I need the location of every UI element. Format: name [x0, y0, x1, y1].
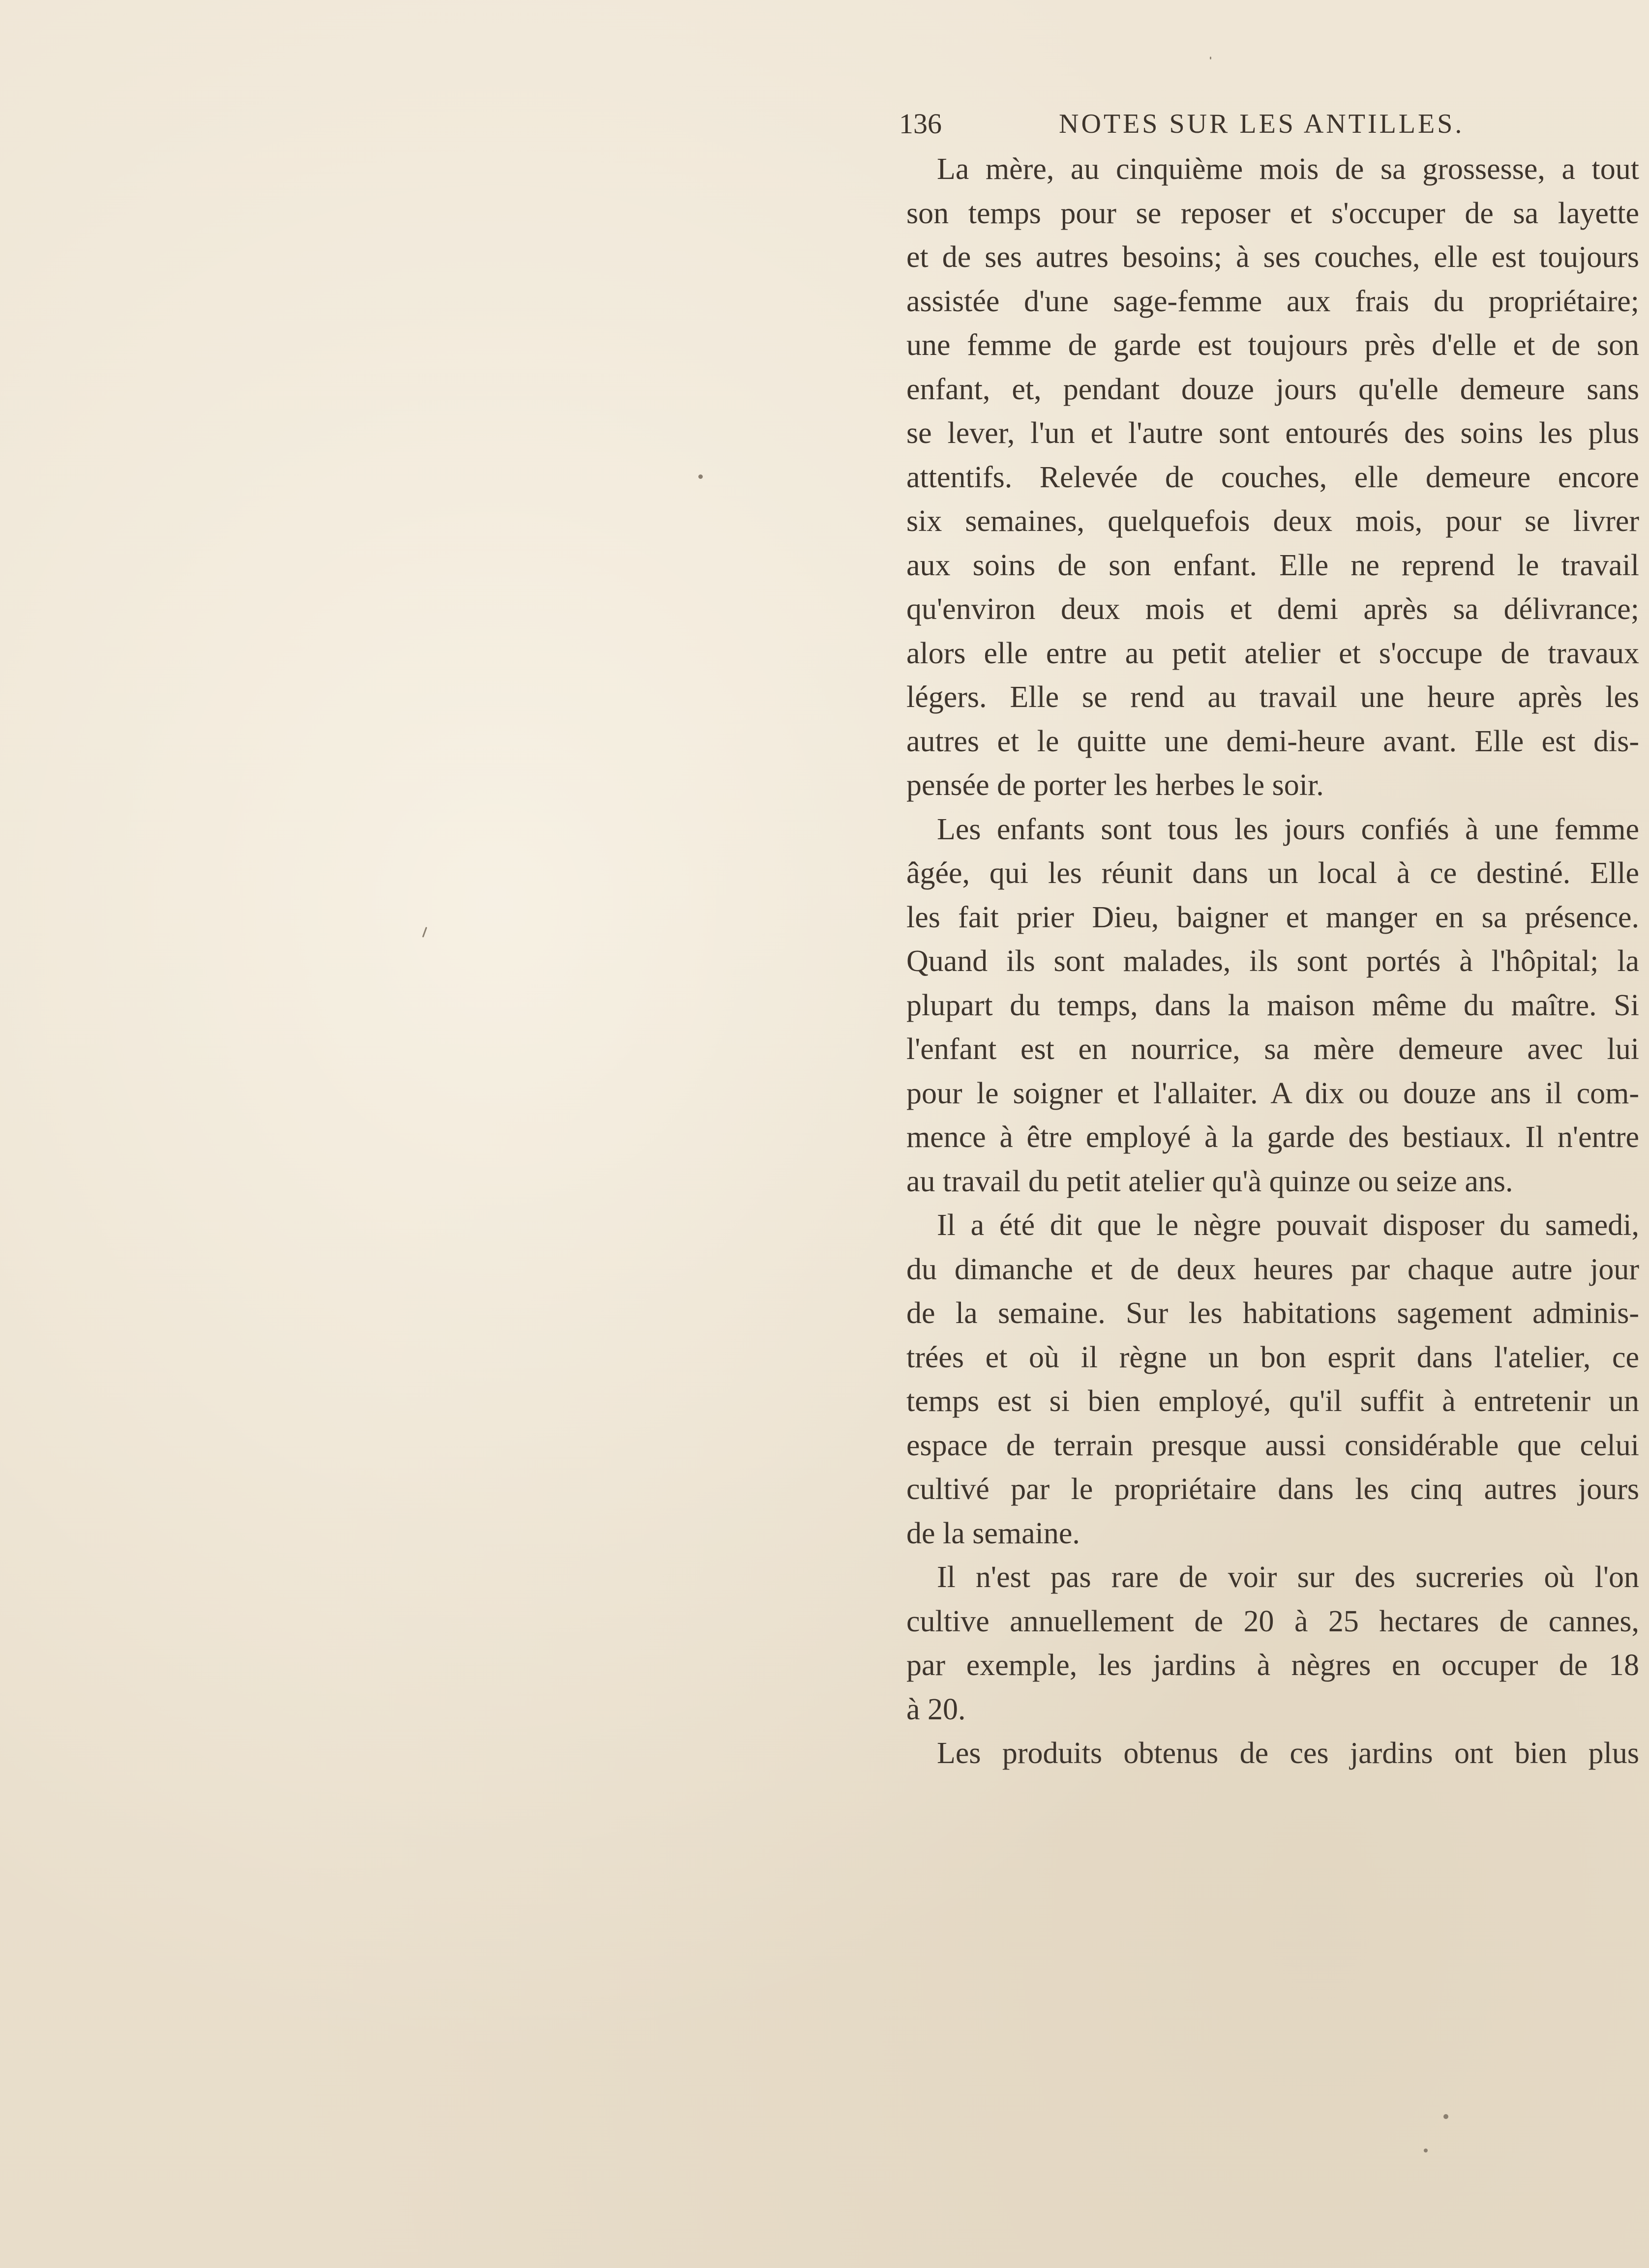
page-header [899, 104, 1484, 144]
text-line: de la semaine. [906, 1516, 1080, 1550]
running-title: NOTES SUR LES ANTILLES. [1059, 109, 1465, 139]
text-line: six semaines, quelquefois deux mois, pour se livrer [906, 504, 1639, 538]
text-line: attentifs. Relevée de couches, elle demeure encore [906, 460, 1639, 494]
text-line: Quand ils sont malades, ils sont portés à l'hôpital; la [906, 944, 1639, 978]
text-line: Les produits obtenus de ces jardins ont bien plus [937, 1737, 1639, 1770]
text-line: aux soins de son enfant. Elle ne reprend le travail [906, 548, 1639, 582]
text-line: La mère, au cinquième mois de sa grossesse, a tout [937, 152, 1639, 186]
text-line: plupart du temps, dans la maison même du maître. Si [906, 988, 1639, 1022]
text-line: Il a été dit que le nègre pouvait disposer du samedi, [937, 1208, 1639, 1242]
paper-speck [1443, 2114, 1448, 2119]
text-line: se lever, l'un et l'autre sont entourés des soins les plus [906, 416, 1639, 450]
text-line: une femme de garde est toujours près d'elle et de son [906, 328, 1639, 362]
text-line: alors elle entre au petit atelier et s'occupe de travaux [906, 636, 1639, 670]
text-line: du dimanche et de deux heures par chaque autre jour [906, 1252, 1639, 1286]
text-line: au travail du petit atelier qu'à quinze ou seize ans. [906, 1164, 1513, 1198]
text-line: à 20. [906, 1692, 966, 1726]
text-line: légers. Elle se rend au travail une heure après les [906, 680, 1639, 714]
text-line: qu'environ deux mois et demi après sa délivrance; [906, 592, 1639, 626]
paper-speck [1210, 57, 1211, 59]
text-line: pour le soigner et l'allaiter. A dix ou douze ans il com- [906, 1076, 1639, 1110]
text-line: les fait prier Dieu, baigner et manger en sa présence. [906, 900, 1639, 934]
text-line: Les enfants sont tous les jours confiés à une femme [937, 812, 1639, 846]
text-line: enfant, et, pendant douze jours qu'elle demeure sans [906, 372, 1639, 406]
text-line: espace de terrain presque aussi considérable que celui [906, 1428, 1639, 1462]
text-line: l'enfant est en nourrice, sa mère demeure avec lui [906, 1032, 1639, 1066]
text-line: Il n'est pas rare de voir sur des sucreries où l'on [937, 1561, 1639, 1594]
paper-speck [422, 927, 427, 938]
paper-speck [698, 474, 703, 479]
text-line: autres et le quitte une demi-heure avant. Elle est dis- [906, 724, 1639, 758]
text-line: de la semaine. Sur les habitations sagement adminis- [906, 1296, 1639, 1330]
text-line: cultivé par le propriétaire dans les cinq autres jours [906, 1473, 1639, 1506]
text-line: assistée d'une sage-femme aux frais du propriétaire; [906, 284, 1639, 318]
page-number: 136 [899, 108, 942, 140]
text-line: cultive annuellement de 20 à 25 hectares de cannes, [906, 1604, 1639, 1638]
body-text [906, 147, 1639, 1776]
text-line: et de ses autres besoins; à ses couches, elle est toujours [906, 240, 1639, 274]
text-line: pensée de porter les herbes le soir. [906, 768, 1324, 802]
text-line: trées et où il règne un bon esprit dans l'atelier, ce [906, 1340, 1639, 1374]
text-line: âgée, qui les réunit dans un local à ce destiné. Elle [906, 856, 1639, 890]
text-line: par exemple, les jardins à nègres en occuper de 18 [906, 1649, 1639, 1682]
text-line: temps est si bien employé, qu'il suffit à entretenir un [906, 1384, 1639, 1418]
paper-speck [1424, 2149, 1428, 2152]
text-line: mence à être employé à la garde des bestiaux. Il n'entre [906, 1120, 1639, 1154]
text-line: son temps pour se reposer et s'occuper de sa layette [906, 196, 1639, 230]
